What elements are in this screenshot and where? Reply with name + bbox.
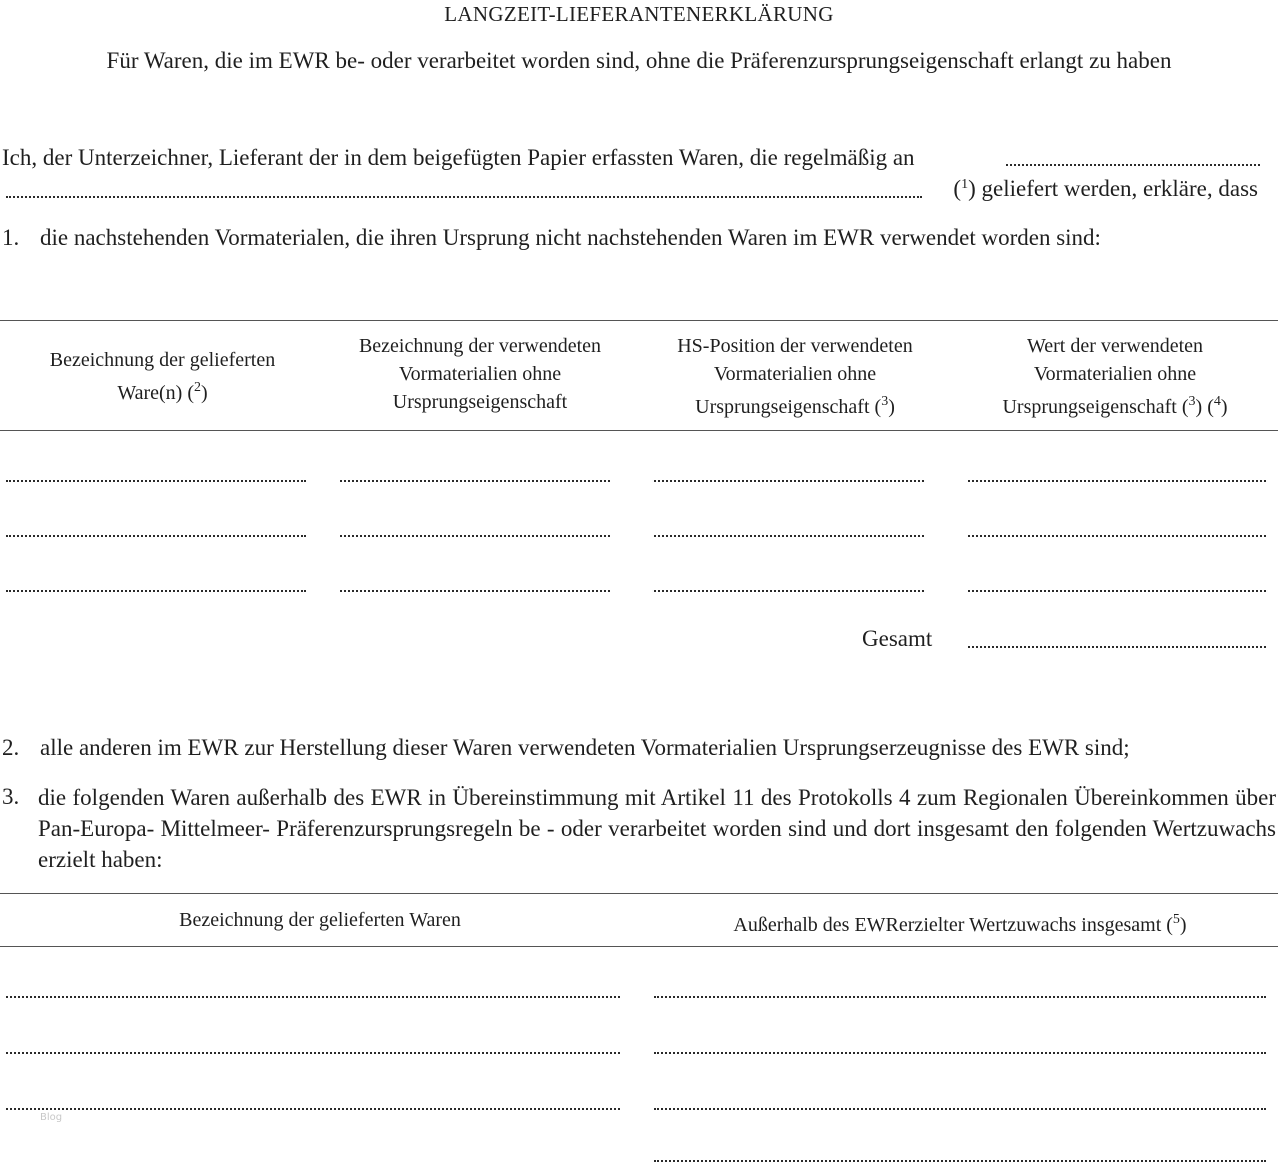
total-value-field[interactable] — [968, 646, 1266, 648]
item-1-text: die nachstehenden Vormaterialen, die ihren Ursprung nicht nachstehenden Waren im EWR verwendet worden sind: — [40, 225, 1101, 250]
header-text: Wert der verwendeten Vormaterialien ohne Ursprungseigenschaft ( — [1002, 335, 1204, 418]
intro-line-2 — [953, 176, 1258, 202]
table-2-top-rule — [0, 893, 1278, 894]
footnote-open: ( — [953, 176, 962, 201]
table-1-row-2-materials-field[interactable] — [340, 535, 610, 537]
table-2-row-2-value-field[interactable] — [654, 1052, 1266, 1054]
table-1-row-3-hs-field[interactable] — [654, 590, 924, 592]
header-text: Bezeichnung der verwendeten Vormaterialien ohne Ursprungseigenschaft — [358, 335, 602, 413]
table-2-header-value-added — [650, 906, 1270, 939]
footnote-ref-3: 3 — [1188, 394, 1196, 409]
table-1-row-1-value-field[interactable] — [968, 480, 1266, 482]
table-1-header-rule — [0, 430, 1278, 431]
footnote-close: ) — [1220, 396, 1228, 418]
table-1-row-3-goods-field[interactable] — [6, 590, 306, 592]
table-1-header-materials — [335, 332, 625, 416]
table-2-row-1-value-field[interactable] — [654, 996, 1266, 998]
item-1 — [2, 225, 1272, 257]
item-1-number: 1. — [2, 225, 20, 250]
table-1-header-value — [970, 332, 1260, 421]
table-1-row-1-materials-field[interactable] — [340, 480, 610, 482]
table-1-row-1-hs-field[interactable] — [654, 480, 924, 482]
table-1-row-3-value-field[interactable] — [968, 590, 1266, 592]
table-1-row-2-hs-field[interactable] — [654, 535, 924, 537]
table-2-row-1-goods-field[interactable] — [6, 996, 620, 998]
document-title: LANGZEIT-LIEFERANTENERKLÄRUNG — [444, 2, 834, 26]
item-2 — [2, 735, 1272, 767]
footnote-ref-5: 5 — [1172, 912, 1180, 927]
header-text: Außerhalb des EWRerzielter Wertzuwachs insgesamt ( — [733, 914, 1173, 936]
table-2-header-rule — [0, 946, 1278, 947]
header-text: Bezeichnung der gelieferten Ware(n) ( — [49, 349, 276, 404]
header-text: HS-Position der verwendeten Vormaterialien ohne Ursprungseigenschaft ( — [677, 335, 913, 418]
recipient-field-line-2[interactable] — [6, 196, 922, 198]
table-1-row-2-goods-field[interactable] — [6, 535, 306, 537]
table-1-header-hs-position — [650, 332, 940, 421]
table-2-row-3-goods-field[interactable] — [6, 1108, 620, 1110]
header-text: Bezeichnung der gelieferten Waren — [179, 909, 461, 931]
intro-text: Ich, der Unterzeichner, Lieferant der in dem beigefügten Papier erfassten Waren, die regelmäßig an — [2, 145, 915, 170]
intro-line-2-text: ) geliefert werden, erkläre, dass — [968, 176, 1258, 201]
footnote-ref-3: 3 — [881, 394, 889, 409]
intro-line-1 — [2, 145, 915, 171]
table-1-top-rule — [0, 320, 1278, 321]
footnote-close: ) ( — [1195, 396, 1214, 418]
footnote-close: ) — [201, 382, 208, 404]
table-2-row-3-value-field[interactable] — [654, 1108, 1266, 1110]
document-subtitle: Für Waren, die im EWR be- oder verarbeitet worden sind, ohne die Präferenzursprungseigenschaft erlangt zu haben — [106, 48, 1172, 73]
recipient-field-line-1[interactable] — [1006, 164, 1260, 166]
footnote-ref-2: 2 — [194, 380, 201, 395]
item-2-text: alle anderen im EWR zur Herstellung dieser Waren verwendeten Vormaterialien Ursprungserzeugnisse des EWR sind; — [40, 735, 1130, 760]
footnote-ref-4: 4 — [1213, 394, 1221, 409]
table-1-row-3-materials-field[interactable] — [340, 590, 610, 592]
item-3-text: die folgenden Waren außerhalb des EWR in Übereinstimmung mit Artikel 11 des Protokolls 4 zum Regionalen Übereinkommen über Pan-Europa- Mittelmeer- Präferenzursprungsregeln be - oder verarbeitet worden sind und dort insgesamt den folgenden Wertzuwachs erzielt haben: — [38, 785, 1276, 872]
total-label: Gesamt — [862, 626, 933, 651]
item-3-number: 3. — [2, 784, 20, 809]
table-2-row-2-goods-field[interactable] — [6, 1052, 620, 1054]
table-2-header-goods — [20, 906, 620, 934]
table-1-header-goods — [20, 346, 305, 407]
footnote-ref-1: 1 — [961, 177, 969, 192]
footnote-close: ) — [888, 396, 895, 418]
table-2-row-4-value-field[interactable] — [654, 1160, 1266, 1162]
table-1-row-2-value-field[interactable] — [968, 535, 1266, 537]
footnote-close: ) — [1179, 914, 1187, 936]
watermark-text: Blog — [40, 1112, 63, 1123]
item-2-number: 2. — [2, 735, 20, 760]
table-1-row-1-goods-field[interactable] — [6, 480, 306, 482]
